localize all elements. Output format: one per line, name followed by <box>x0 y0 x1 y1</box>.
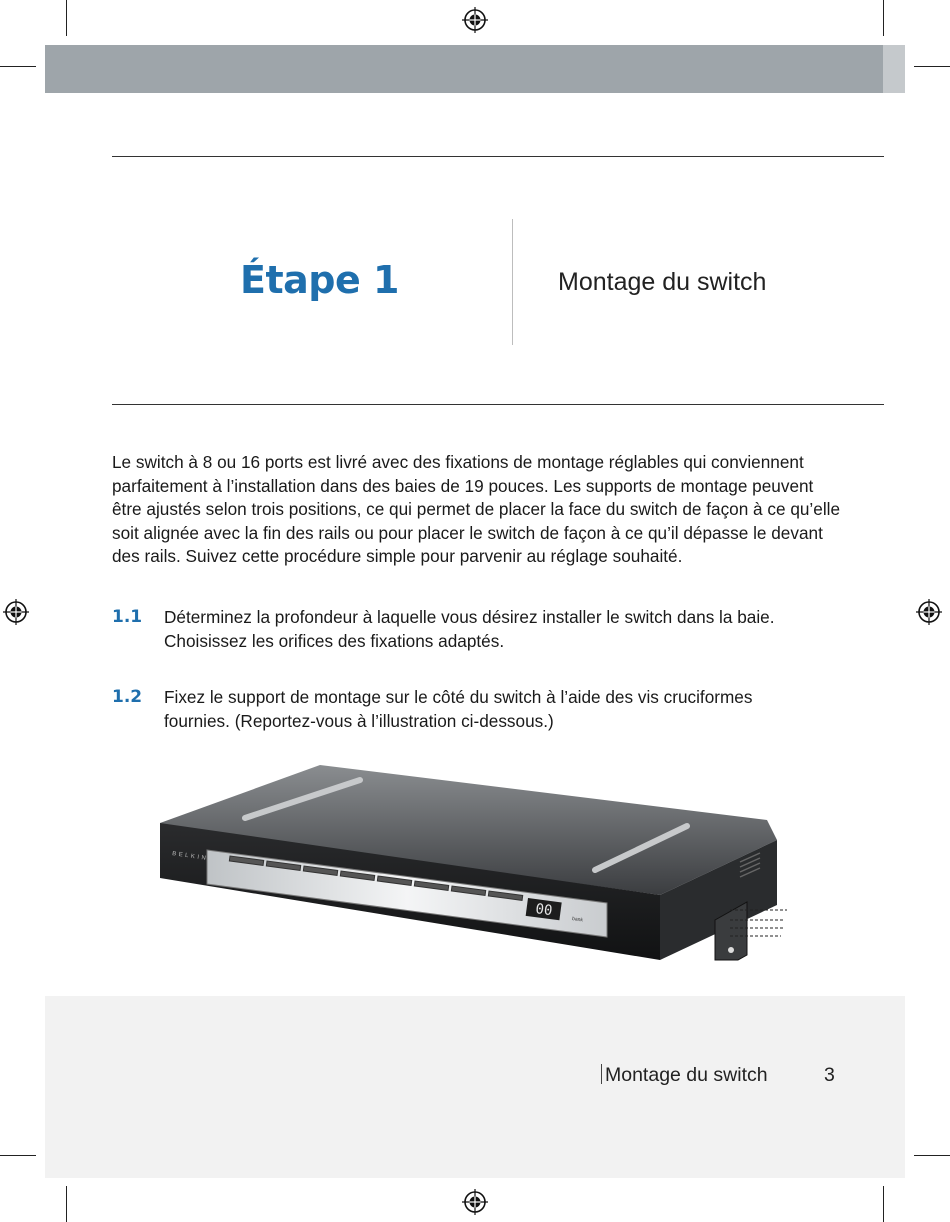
header-band <box>45 45 883 93</box>
crop-mark <box>66 0 67 36</box>
header-band-tab <box>883 45 905 93</box>
title-divider <box>512 219 513 345</box>
registration-mark-icon <box>460 1187 490 1217</box>
title-rule-bottom <box>112 404 884 405</box>
bank-label: bank <box>571 916 584 924</box>
step-number: 1.1 <box>112 607 143 627</box>
crop-mark <box>0 66 36 67</box>
step-title: Étape 1 <box>240 258 399 302</box>
registration-mark-icon <box>460 5 490 35</box>
step-subtitle: Montage du switch <box>558 268 767 296</box>
intro-paragraph: Le switch à 8 ou 16 ports est livré avec des fixations de montage réglables qui conviennent parfaitement à l’installation dans des baies de 19 pouces. Les supports de montage peuvent être ajustés selon trois positions, ce qui permet de placer la face du switch de façon à ce qu’elle soit alignée avec la fin des rails ou pour placer le switch de façon à ce qu’il dépasse le devant des rails. Suivez cette procédure simple pour parvenir au réglage souhaité. <box>112 452 841 567</box>
step-text: Fixez le support de montage sur le côté du switch à l’aide des vis cruciformes fournies. (Reportez-vous à l’illustration ci-dessous.) <box>164 687 753 731</box>
footer-separator <box>601 1064 602 1084</box>
crop-mark <box>883 0 884 36</box>
brand-logo: BELKIN <box>171 851 209 863</box>
crop-mark <box>914 1155 950 1156</box>
registration-mark-icon <box>1 597 31 627</box>
title-rule-top <box>112 156 884 157</box>
page-number: 3 <box>824 1064 835 1086</box>
crop-mark <box>883 1186 884 1222</box>
crop-mark <box>66 1186 67 1222</box>
display-digits: 00 <box>534 901 554 920</box>
switch-mounting-illustration <box>155 760 795 975</box>
step-text: Déterminez la profondeur à laquelle vous désirez installer le switch dans la baie. Choisissez les orifices des fixations adaptés. <box>164 607 775 651</box>
footer-band <box>45 996 905 1178</box>
registration-mark-icon <box>914 597 944 627</box>
crop-mark <box>0 1155 36 1156</box>
footer-section-title: Montage du switch <box>605 1064 768 1086</box>
crop-mark <box>914 66 950 67</box>
step-number: 1.2 <box>112 687 143 707</box>
